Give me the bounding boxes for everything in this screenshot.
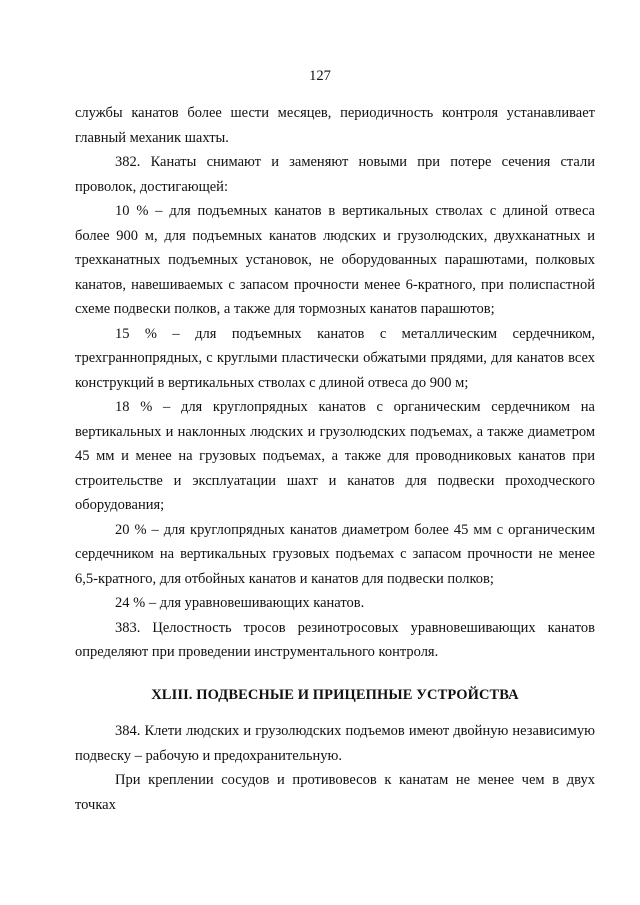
paragraph-24-percent: 24 % – для уравновешивающих канатов.: [115, 595, 365, 611]
paragraph-18-percent: 18 % – для круглопрядных канатов с органическим сердечником на вертикальных и наклонных людских и грузолюдских подъемах, а также диаметром 45 мм и менее на грузовых подъемах, а также для проводниковых канатов при строительстве и эксплуатации шахт и канатов для подвески проходческого оборудования;: [75, 399, 595, 513]
paragraph-382: 382. Канаты снимают и заменяют новыми при потере сечения стали проволок, достигающей:: [75, 154, 595, 195]
paragraph-continuation: службы канатов более шести месяцев, периодичность контроля устанавливает главный механик шахты.: [75, 105, 595, 146]
paragraph-10-percent: 10 % – для подъемных канатов в вертикальных стволах с длиной отвеса более 900 м, для подъемных канатов людских и грузолюдских, двухканатных и трехканатных подъемных установок, не оборудованных парашютами, полковых канатов, навешиваемых с запасом прочности менее 6-кратного, при полиспастной схеме подвески полков, а также для тормозных канатов парашютов;: [75, 203, 595, 317]
paragraph-15-percent: 15 % – для подъемных канатов с металлическим сердечником, трехграннопрядных, с круглыми пластически обжатыми прядями, для канатов всех конструкций в вертикальных стволах с длиной отвеса до 900 м;: [75, 325, 595, 391]
section-heading: XLIII. ПОДВЕСНЫЕ И ПРИЦЕПНЫЕ УСТРОЙСТВА: [151, 686, 519, 703]
paragraph-383: 383. Целостность тросов резинотросовых уравновешивающих канатов определяют при проведении инструментального контроля.: [75, 619, 595, 660]
page-number: 127: [309, 68, 331, 84]
paragraph-attachment: При креплении сосудов и противовесов к канатам не менее чем в двух точках: [75, 772, 595, 813]
document-body: [75, 101, 595, 817]
paragraph-20-percent: 20 % – для круглопрядных канатов диаметром более 45 мм с органическим сердечником на вертикальных грузовых подъемах с запасом прочности не менее 6,5-кратного, для отбойных канатов и канатов для подвески полков;: [75, 521, 595, 587]
paragraph-384: 384. Клети людских и грузолюдских подъемов имеют двойную независимую подвеску – рабочую и предохранительную.: [75, 723, 595, 764]
